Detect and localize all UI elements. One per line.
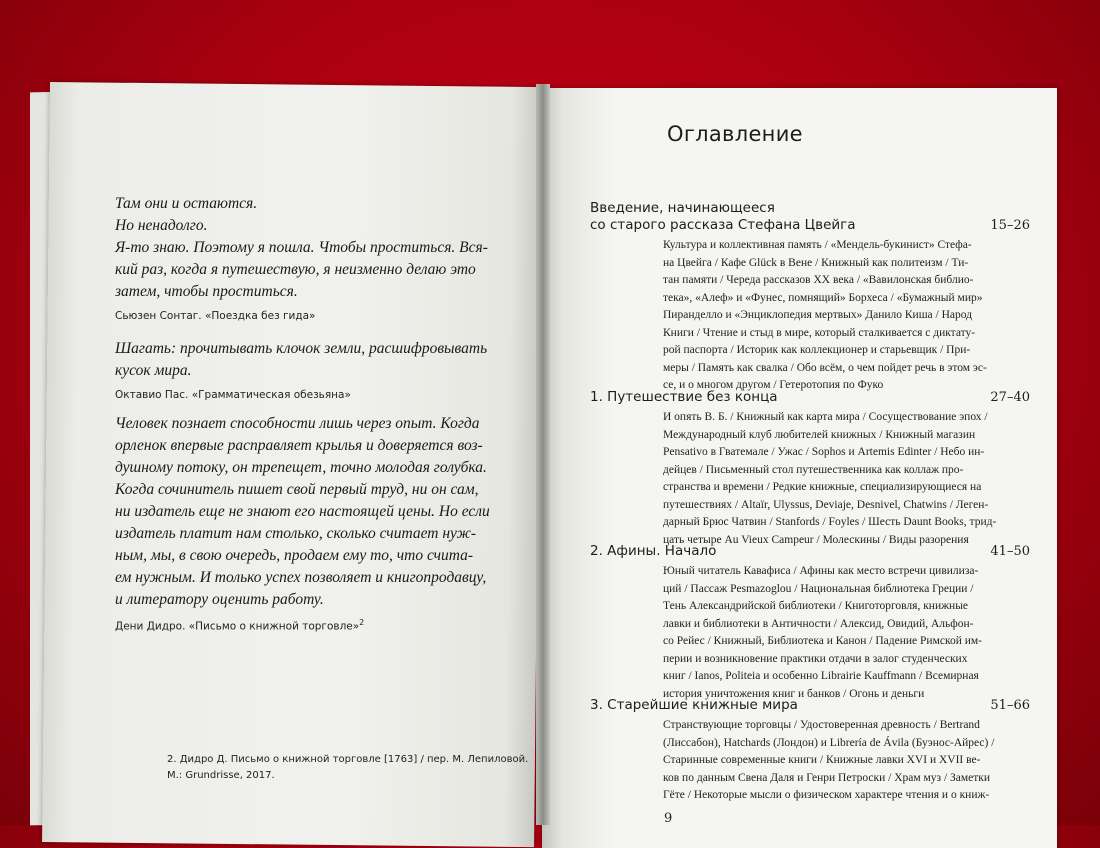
toc-desc-line: Книги / Чтение и стыд в мире, который сталкивается с диктату- xyxy=(663,326,976,339)
toc-desc-line: тан памяти / Череда рассказов XX века / «Вавилонская библио- xyxy=(663,274,974,286)
toc-desc-line: цать четыре Au Vieux Campeur / Молескины / Виды разорения xyxy=(663,533,969,546)
book-gutter xyxy=(536,84,550,825)
toc-desc-line: Юный читатель Кавафиса / Афины как место встречи цивилиза- xyxy=(663,565,979,577)
toc-section-3 xyxy=(590,697,1030,805)
toc-heading-line: 3. Старейшие книжные мира xyxy=(590,697,798,713)
epigraph-line: Человек познает способности лишь через опыт. Когда xyxy=(115,415,480,432)
toc-section-heading xyxy=(590,389,1030,406)
toc-section-heading xyxy=(590,200,1030,234)
toc-section-1 xyxy=(590,389,1030,549)
epigraph-line: затем, чтобы проститься. xyxy=(115,283,298,300)
epigraph-diderot xyxy=(115,413,535,633)
toc-desc-line: книг / Ianos, Politeia и особенно Librairie Kauffmann / Всемирная xyxy=(663,670,979,682)
epigraph-line: Там они и остаются. xyxy=(115,195,258,212)
page-number: 9 xyxy=(664,811,673,826)
toc-section-heading xyxy=(590,543,1030,560)
toc-section-description xyxy=(663,717,1030,805)
toc-desc-line: Культура и коллективная память / «Мендель-букинист» Стефа- xyxy=(663,239,972,251)
toc-section-intro xyxy=(590,200,1030,395)
toc-title: Оглавление xyxy=(667,122,803,146)
epigraph-line: кусок мира. xyxy=(115,362,192,379)
toc-section-description xyxy=(663,237,1030,395)
toc-page-range: 27–40 xyxy=(990,390,1030,405)
toc-desc-line: Пиранделло и «Энциклопедия мертвых» Данило Киша / Народ xyxy=(663,309,973,321)
toc-desc-line: меры / Память как свалка / Обо всём, о чем пойдет речь в этом эс- xyxy=(663,361,987,374)
epigraph-line: кий раз, когда я путешествую, я неизменно делаю это xyxy=(115,261,476,278)
epigraph-line: Когда сочинитель пишет свой первый труд, ни он сам, xyxy=(115,481,479,498)
footnote-line: М.: Grundrisse, 2017. xyxy=(167,770,275,781)
toc-desc-line: лавки и библиотеки в Античности / Алексид, Овидий, Альфон- xyxy=(663,617,974,630)
toc-page-range: 41–50 xyxy=(990,544,1030,559)
toc-desc-line: Международный клуб любителей книжных / Книжный магазин xyxy=(663,428,976,441)
toc-heading-line: со старого рассказа Стефана Цвейга xyxy=(590,217,856,233)
epigraph-line: ни издатель еще не знают его настоящей цены. Но если xyxy=(115,503,490,520)
footnote-marker: 2 xyxy=(359,618,365,627)
toc-desc-line: тека», «Алеф» и «Фунес, помнящий» Борхеса / «Бумажный мир» xyxy=(663,291,983,304)
toc-desc-line: И опять В. Б. / Книжный как карта мира / Сосуществование эпох / xyxy=(663,411,988,423)
toc-desc-line: Старинные современные книги / Книжные лавки XVI и XVII ве- xyxy=(663,754,981,766)
footnote-line: 2. Дидро Д. Письмо о книжной торговле [1763] / пер. М. Лепиловой. xyxy=(167,754,529,765)
epigraph-attribution: Сьюзен Сонтаг. «Поездка без гида» xyxy=(115,310,316,322)
toc-desc-line: странства и времени / Редкие книжные, специализирующиеся на xyxy=(663,481,982,493)
toc-heading-line: 1. Путешествие без конца xyxy=(590,389,778,405)
toc-desc-line: путешествиях / Altaïr, Ulyssus, Deviaje, Desnivel, Chatwins / Леген- xyxy=(663,498,989,511)
toc-desc-line: история уничтожения книг и банков / Огонь и деньги xyxy=(663,687,925,700)
epigraph-line: и литератору оценить работу. xyxy=(115,591,324,608)
epigraph-line: душному потоку, он трепещет, точно молодая голубка. xyxy=(115,459,487,476)
toc-desc-line: Странствующие торговцы / Удостоверенная древность / Bertrand xyxy=(663,719,980,731)
toc-heading-line: 2. Афины. Начало xyxy=(590,543,717,559)
toc-desc-line: Pensativo в Гватемале / Ужас / Sophos и Artemis Edinter / Небо ин- xyxy=(663,446,985,458)
toc-desc-line: (Лиссабон), Hatchards (Лондон) и Librería de Ávila (Буэнос-Айрес) / xyxy=(663,736,995,749)
toc-desc-line: ков по данным Свена Даля и Генри Петроски / Храм муз / Заметки xyxy=(663,771,991,784)
toc-desc-line: ций / Пассаж Pesmazoglou / Национальная библиотека Греции / xyxy=(663,582,974,595)
toc-desc-line: се, и о многом другом / Гетеротопия по Фуко xyxy=(663,379,884,391)
epigraph-sontag xyxy=(115,193,535,322)
toc-section-heading xyxy=(590,697,1030,714)
toc-desc-line: со Рейес / Книжный, Библиотека и Канон / Падение Римской им- xyxy=(663,635,983,647)
epigraph-line: ным, мы, в свою очередь, продаем ему то, что счита- xyxy=(115,547,474,564)
toc-section-description xyxy=(663,563,1030,703)
epigraph-line: ем нужным. И только успех позволяет и книгопродавцу, xyxy=(115,569,487,586)
toc-desc-line: Гёте / Некоторые мысли о физическом характере чтения и о книж- xyxy=(663,789,990,801)
toc-page-range: 15–26 xyxy=(990,218,1030,233)
toc-desc-line: рой паспорта / Историк как коллекционер и старьевщик / При- xyxy=(663,344,971,356)
toc-desc-line: перии и возникновение практики отдачи в залог студенческих xyxy=(663,652,968,665)
epigraph-line: орленок впервые расправляет крылья и доверяется воз- xyxy=(115,437,483,454)
epigraph-attribution: Октавио Пас. «Грамматическая обезьяна» xyxy=(115,389,351,401)
footnote xyxy=(167,752,527,784)
epigraph-attribution xyxy=(115,618,535,633)
toc-section-2 xyxy=(590,543,1030,703)
toc-desc-line: Тень Александрийской библиотеки / Книготорговля, книжные xyxy=(663,600,969,612)
epigraph-line: Шагать: прочитывать клочок земли, расшифровывать xyxy=(115,340,488,357)
attribution-text: Дени Дидро. «Письмо о книжной торговле» xyxy=(115,620,360,633)
toc-page-range: 51–66 xyxy=(990,698,1030,713)
toc-desc-line: на Цвейга / Кафе Glück в Вене / Книжный как политеизм / Ти- xyxy=(663,256,969,269)
toc-desc-line: дарный Брюс Чатвин / Stanfords / Foyles / Шесть Daunt Books, трид- xyxy=(663,516,997,528)
epigraph-paz xyxy=(115,338,535,401)
epigraph-line: издатель платит нам столько, сколько считает нуж- xyxy=(115,525,477,542)
toc-desc-line: дейцев / Письменный стол путешественника как коллаж про- xyxy=(663,463,964,476)
epigraph-line: Но ненадолго. xyxy=(115,217,208,234)
toc-section-description xyxy=(663,409,1030,549)
toc-heading-line: Введение, начинающееся xyxy=(590,200,775,216)
epigraph-line: Я-то знаю. Поэтому я пошла. Чтобы проститься. Вся- xyxy=(115,239,488,256)
